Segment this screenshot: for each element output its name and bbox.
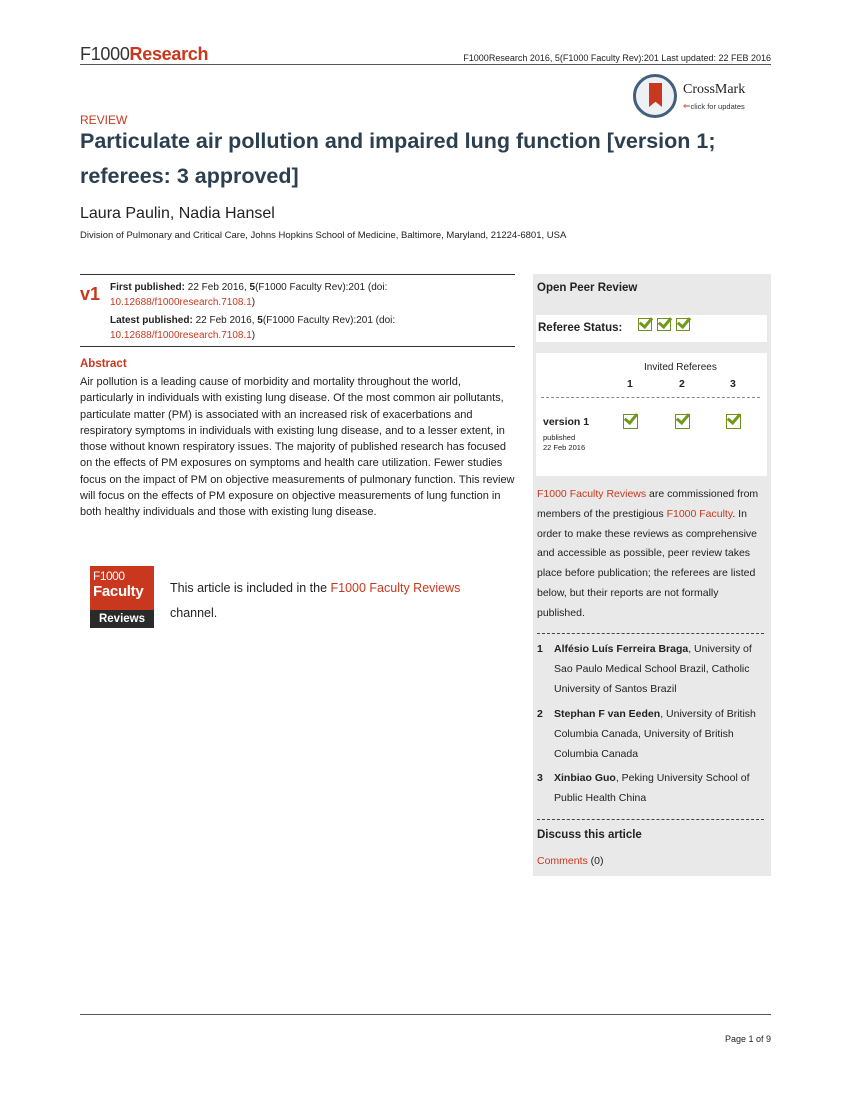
version-row-published: published 22 Feb 2016 xyxy=(543,433,586,452)
open-peer-review-title: Open Peer Review xyxy=(537,282,638,294)
channel-text: This article is included in the F1000 Faculty Reviews channel. xyxy=(170,581,461,620)
referee-1-approved-check-icon[interactable] xyxy=(623,414,638,429)
latest-published-doi-link[interactable]: 10.12688/f1000research.7108.1 xyxy=(110,330,252,341)
version-bottom-divider xyxy=(80,346,515,347)
version-row-label[interactable]: version 1 xyxy=(543,416,590,428)
badge-line-f1000: F1000 xyxy=(93,569,125,583)
referee-name: Stephan F van Eeden xyxy=(554,708,661,720)
comments-link[interactable]: Comments xyxy=(537,855,588,867)
crossmark-icon xyxy=(633,74,677,118)
referee-item: 1 Alfésio Luís Ferreira Braga, University of Sao Paulo Medical School Brazil, Catholic University of Santos Brazil xyxy=(537,643,752,695)
footer-divider xyxy=(80,1014,771,1015)
abstract-text: Air pollution is a leading cause of morbidity and mortality throughout the world, particularly in individuals with existing lung disease. Of the most common air pollutants, particulate matter (PM) is associated with an increased risk of exacerbations and respiratory symptoms in individuals with existing lung disease, and to a lesser extent, in those without known respiratory issues. The majority of published research has focused on the effects of PM exposures on symptoms and health care utilization. Fewer studies focus on the impact of PM on objective measurements of pulmonary function. This review will focus on the effects of PM exposure on objective measurements of lung function in both healthy individuals and those with existing lung disease. xyxy=(80,376,515,519)
comments-count: (0) xyxy=(587,855,604,867)
referee-item: 3 Xinbiao Guo, Peking University School of Public Health China xyxy=(537,772,750,804)
referee-item: 2 Stephan F van Eeden, University of British Columbia Canada, University of British Columbia Canada xyxy=(537,708,756,760)
faculty-reviews-link[interactable]: F1000 Faculty Reviews xyxy=(537,488,647,500)
crossmark-title: CrossMark xyxy=(683,82,746,97)
referee-name: Xinbiao Guo xyxy=(554,772,616,784)
crossmark-subtitle: ⇐click for updates xyxy=(683,101,745,111)
first-published-doi-link[interactable]: 10.12688/f1000research.7108.1 xyxy=(110,297,252,308)
referee-list-bottom-divider xyxy=(537,819,764,820)
referee-2-approved-check-icon[interactable] xyxy=(675,414,690,429)
authors: Laura Paulin, Nadia Hansel xyxy=(80,205,275,222)
comments-line xyxy=(537,855,604,867)
referee-list-top-divider xyxy=(537,633,764,634)
abstract-heading: Abstract xyxy=(80,358,127,370)
referee-number: 1 xyxy=(627,378,633,390)
version-label: v1 xyxy=(80,284,101,304)
referee-number: 3 xyxy=(730,378,736,390)
f1000-faculty-link[interactable]: F1000 Faculty xyxy=(666,507,733,520)
badge-line-faculty: Faculty xyxy=(93,583,144,600)
arrow-left-icon: ⇐ xyxy=(683,101,691,111)
header-divider xyxy=(80,64,771,65)
logo-research: Research xyxy=(129,44,209,64)
discuss-article-title: Discuss this article xyxy=(537,829,642,841)
referee-number: 2 xyxy=(679,378,685,390)
channel-link[interactable]: F1000 Faculty Reviews xyxy=(330,581,461,595)
peer-review-note: F1000 Faculty Reviews are commissioned from members of the prestigious F1000 Faculty. In order to make these reviews as comprehensive and accessible as possible, peer review takes place before publication; the referees are listed below, but their reports are not formally published. xyxy=(537,488,759,619)
badge-line-reviews: Reviews xyxy=(90,610,154,628)
article-title: Particulate air pollution and impaired lung function [version 1; referees: 3 approved] xyxy=(80,129,716,188)
f1000-faculty-reviews-badge[interactable] xyxy=(90,566,154,628)
approved-check-icon xyxy=(676,318,690,331)
approved-check-icon xyxy=(657,318,671,331)
logo-f1000: F1000 xyxy=(80,44,130,64)
referee-status-label: Referee Status: xyxy=(538,322,623,334)
first-published: First published: 22 Feb 2016, 5(F1000 Faculty Rev):201 (doi: 10.12688/f1000research.7108.1) xyxy=(110,282,388,308)
article-type: REVIEW xyxy=(80,113,128,127)
referee-3-approved-check-icon[interactable] xyxy=(726,414,741,429)
affiliation: Division of Pulmonary and Critical Care, Johns Hopkins School of Medicine, Baltimore, Maryland, 21224-6801, USA xyxy=(80,230,567,241)
f1000research-logo xyxy=(80,44,208,65)
approved-check-icon xyxy=(638,318,652,331)
latest-published: Latest published: 22 Feb 2016, 5(F1000 Faculty Rev):201 (doi: 10.12688/f1000research.7108.1) xyxy=(110,315,396,341)
invited-referees-label: Invited Referees xyxy=(644,362,717,373)
referee-grid-divider xyxy=(541,397,760,398)
referee-name: Alfésio Luís Ferreira Braga xyxy=(554,643,689,655)
page-number: Page 1 of 9 xyxy=(724,1034,771,1044)
header-citation: F1000Research 2016, 5(F1000 Faculty Rev):201 Last updated: 22 FEB 2016 xyxy=(463,53,771,63)
crossmark-badge[interactable] xyxy=(633,74,763,122)
version-top-divider xyxy=(80,274,515,275)
